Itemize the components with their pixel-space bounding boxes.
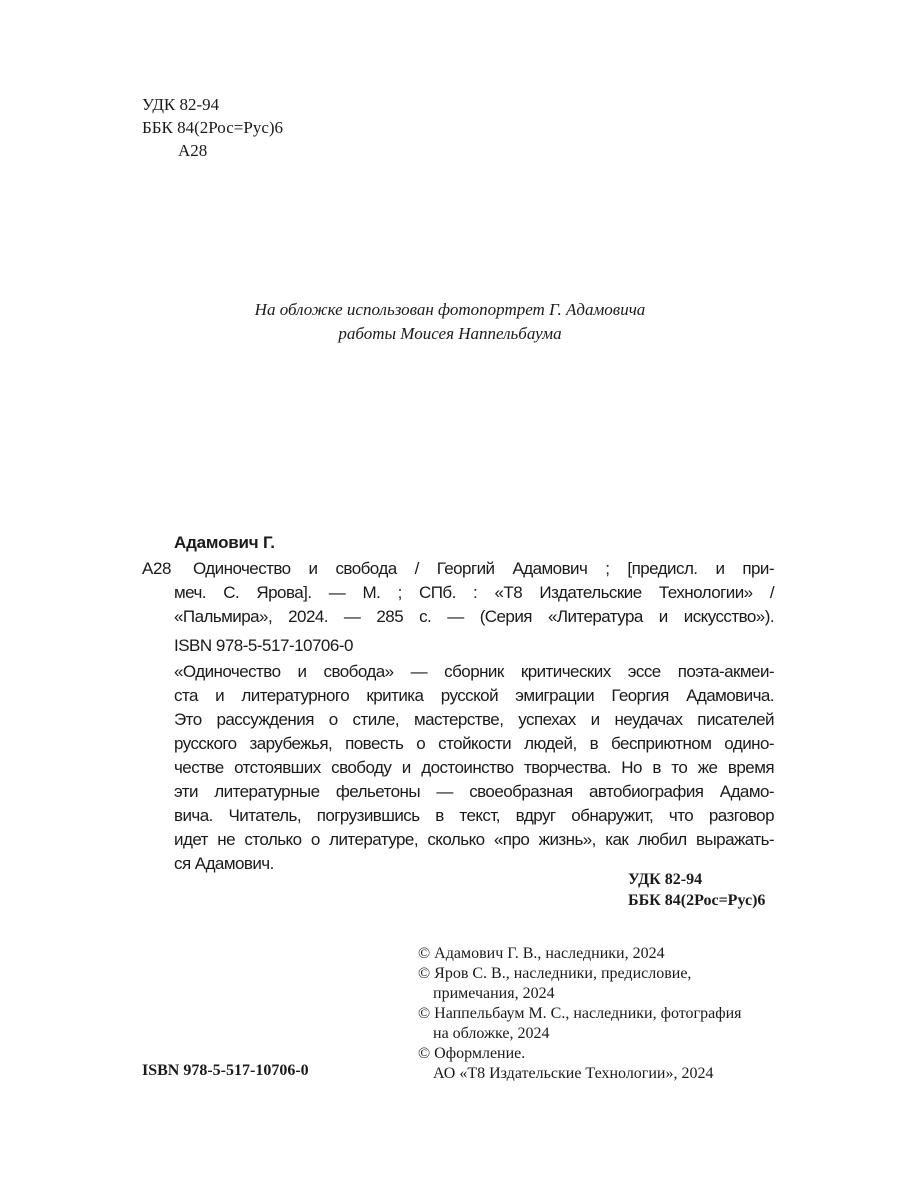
annotation-line: Это рассуждения о стиле, мастерстве, успехах и неудачах писателей bbox=[174, 710, 774, 729]
annotation-line: ся Адамович. bbox=[174, 854, 274, 873]
copyright-line-cont: АО «Т8 Издательские Технологии», 2024 bbox=[433, 1065, 714, 1082]
catalog-isbn: ISBN 978-5-517-10706-0 bbox=[174, 636, 353, 655]
catalog-number: А28 bbox=[142, 559, 172, 578]
copyright-line: © Адамович Г. В., наследники, 2024 bbox=[418, 945, 665, 962]
copyright-line: © Наппельбаум М. С., наследники, фотография bbox=[418, 1005, 742, 1022]
annotation-line: честве отстоявших свободу и достоинство творчества. Но в то же время bbox=[174, 758, 774, 777]
copyright-line-cont: на обложке, 2024 bbox=[433, 1025, 550, 1042]
classification-codes bbox=[142, 93, 283, 162]
bbk-code: ББК 84(2Рос=Рус)6 bbox=[142, 118, 284, 137]
copyright-notices bbox=[418, 944, 741, 1084]
bib-line: «Пальмира», 2024. — 285 с. — (Серия «Литература и искусство»). bbox=[174, 607, 774, 626]
cover-note-line-1: На обложке использован фотопортрет Г. Адамовича bbox=[254, 300, 646, 319]
udk-code: УДК 82-94 bbox=[142, 95, 220, 114]
footer-bbk-code: ББК 84(2Рос=Рус)6 bbox=[628, 892, 766, 909]
bottom-isbn: ISBN 978-5-517-10706-0 bbox=[142, 1062, 309, 1079]
footer-classification-codes bbox=[628, 869, 765, 911]
annotation-line: вича. Читатель, погрузившись в текст, вдруг обнаружит, что разговор bbox=[174, 806, 774, 825]
footer-udk-code: УДК 82-94 bbox=[628, 871, 703, 888]
annotation bbox=[174, 660, 774, 876]
catalog-author: Адамович Г. bbox=[174, 533, 275, 552]
annotation-line: эти литературные фельетоны — своеобразная автобиография Адамо- bbox=[174, 782, 774, 801]
copyright-line-cont: примечания, 2024 bbox=[433, 985, 555, 1002]
author-sign: А28 bbox=[178, 141, 208, 160]
annotation-line: русского зарубежья, повесть о стойкости людей, в бесприютном одино- bbox=[174, 734, 774, 753]
bib-line: меч. С. Ярова]. — М. ; СПб. : «Т8 Издательские Технологии» / bbox=[174, 583, 774, 602]
annotation-line: ста и литературного критика русской эмиграции Георгия Адамовича. bbox=[174, 686, 774, 705]
copyright-line: © Яров С. В., наследники, предисловие, bbox=[418, 965, 692, 982]
annotation-line: «Одиночество и свобода» — сборник критических эссе поэта-акмеи- bbox=[174, 662, 774, 681]
annotation-line: идет не столько о литературе, сколько «про жизнь», как любил выражать- bbox=[174, 830, 774, 849]
bibliographic-description bbox=[174, 557, 774, 629]
bib-line: Одиночество и свобода / Георгий Адамович ; [предисл. и при- bbox=[193, 559, 774, 578]
cover-photo-note bbox=[0, 298, 900, 346]
cover-note-line-2: работы Моисея Наппельбаума bbox=[338, 324, 562, 343]
copyright-line: © Оформление. bbox=[418, 1045, 526, 1062]
